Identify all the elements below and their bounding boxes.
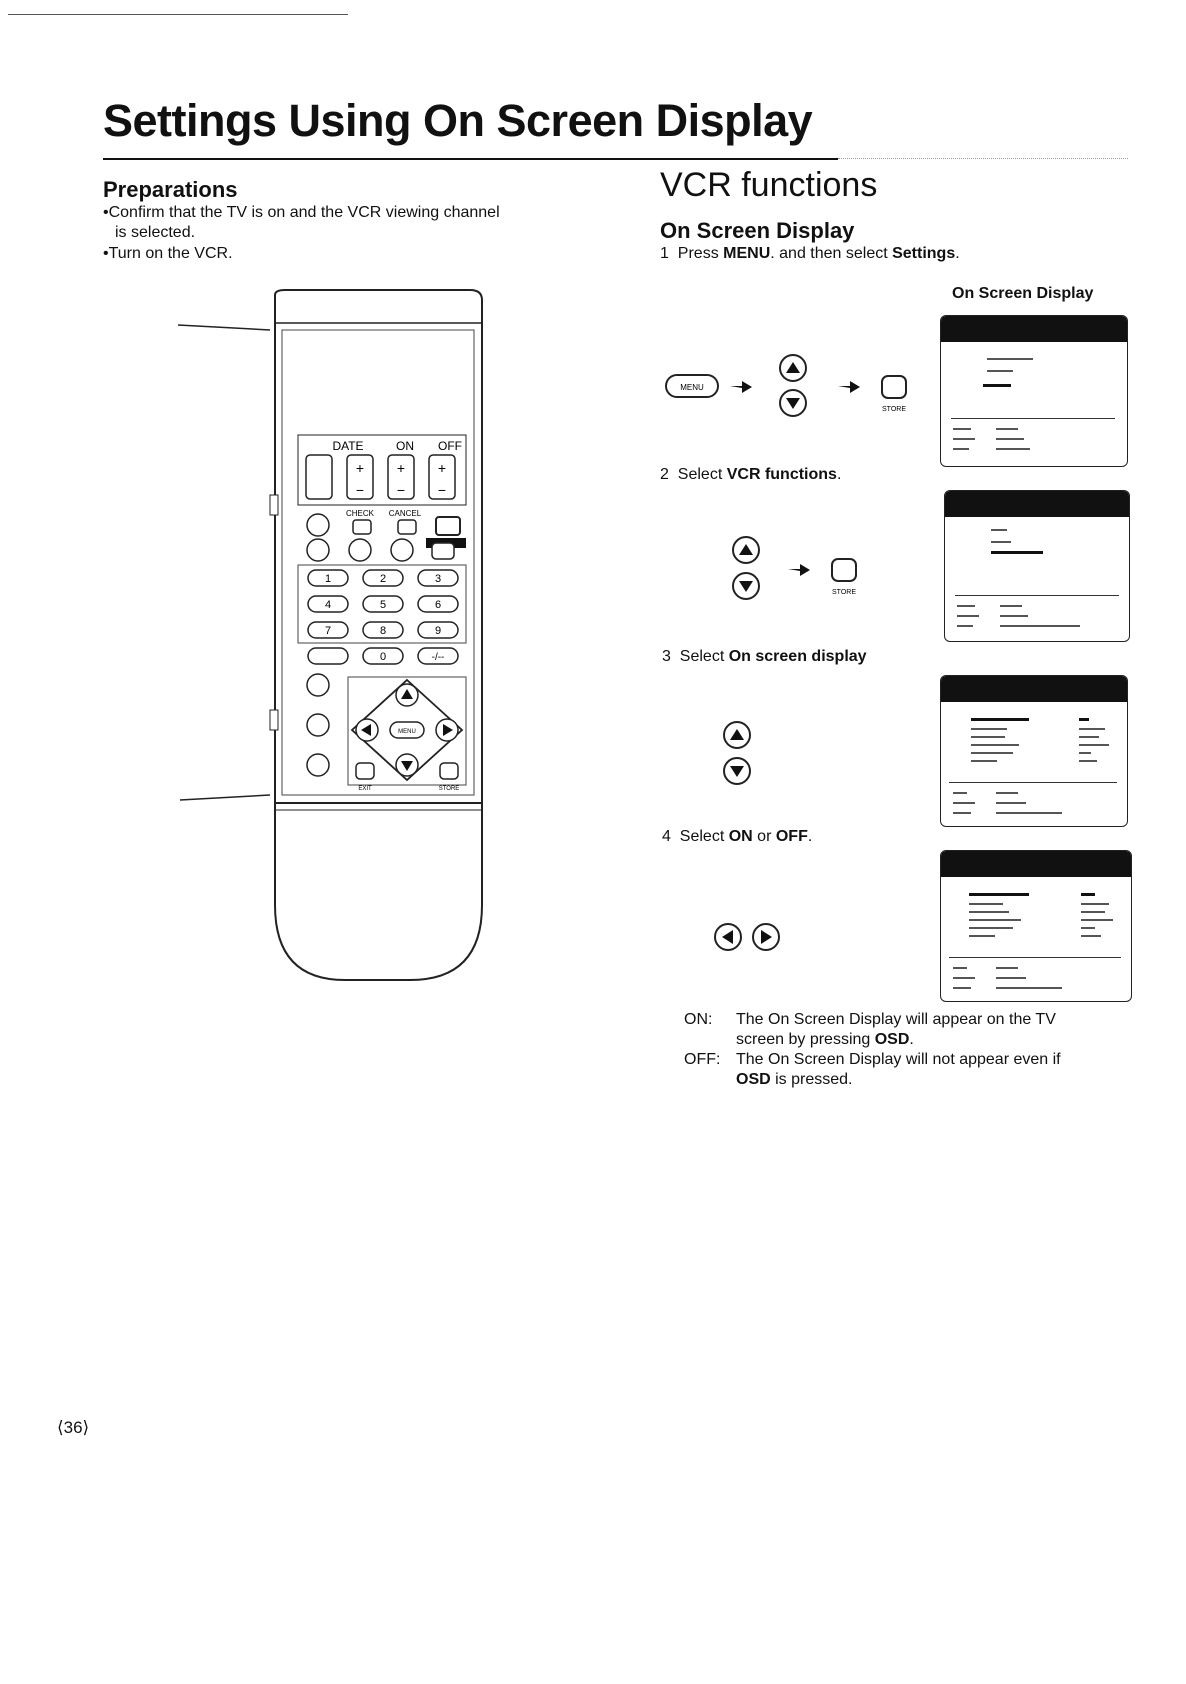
label-cancel: CANCEL — [388, 509, 422, 518]
store-button — [440, 763, 458, 779]
round-button — [307, 714, 329, 736]
svg-text:+: + — [437, 460, 447, 476]
digit-label: 2 — [379, 573, 387, 585]
digit-label: 9 — [434, 625, 442, 637]
menu-label: MENU — [398, 729, 416, 735]
note-term: OFF: — [684, 1051, 721, 1068]
round-button — [307, 754, 329, 776]
title-rule-dotted — [838, 158, 1128, 159]
preparations-heading: Preparations — [103, 177, 238, 202]
tv-screen-2 — [944, 490, 1130, 642]
digit-label: 6 — [434, 599, 442, 611]
digit-label: 0 — [379, 651, 387, 663]
square-button — [432, 543, 454, 559]
step-1-key-sequence — [660, 345, 920, 425]
round-button — [307, 674, 329, 696]
label-date: DATE — [332, 439, 364, 453]
digit-label: 4 — [324, 599, 332, 611]
svg-text:−: − — [437, 482, 447, 498]
digit-label: -/-- — [431, 652, 445, 663]
note-text: OSD is pressed. — [736, 1071, 853, 1088]
store-key — [882, 376, 906, 398]
screen-label: On Screen Display — [952, 285, 1094, 302]
on-screen-display-subheading: On Screen Display — [660, 218, 855, 243]
svg-text:−: − — [396, 482, 406, 498]
tv-screen-3 — [940, 675, 1128, 827]
leader-line — [180, 795, 270, 800]
exit-label: EXIT — [358, 786, 372, 792]
cancel-button — [398, 520, 416, 534]
step-4: 4 Select ON or OFF. — [662, 828, 813, 845]
tv-screen-4 — [940, 850, 1132, 1002]
digit-label: 5 — [379, 599, 387, 611]
page-number: ⟨36⟩ — [57, 1418, 90, 1437]
remote-control-illustration — [170, 285, 500, 985]
step-3-key-sequence — [715, 715, 775, 795]
arrow-icon — [730, 381, 752, 393]
round-button — [307, 514, 329, 536]
note-text: The On Screen Display will appear on the TV — [736, 1011, 1056, 1028]
preparations-item: is selected. — [115, 224, 196, 241]
svg-text:+: + — [396, 460, 406, 476]
store-key-label: STORE — [832, 589, 856, 596]
svg-text:+: + — [355, 460, 365, 476]
label-off: OFF — [438, 439, 462, 453]
vcr-functions-heading: VCR functions — [660, 166, 878, 204]
digit-label: 8 — [379, 625, 387, 637]
store-key — [832, 559, 856, 581]
scan-artifact-rule — [8, 14, 348, 15]
round-button — [391, 539, 413, 561]
step-3: 3 Select On screen display — [662, 648, 867, 665]
note-text: The On Screen Display will not appear even if — [736, 1051, 1061, 1068]
step-4-key-sequence — [710, 918, 790, 958]
svg-text:−: − — [355, 482, 365, 498]
round-button — [307, 539, 329, 561]
menu-key-label: MENU — [680, 383, 704, 392]
preparations-item: •Confirm that the TV is on and the VCR viewing channel — [103, 204, 500, 221]
timer-rec-button — [436, 517, 460, 535]
note-text: screen by pressing OSD. — [736, 1031, 914, 1048]
arrow-icon — [788, 564, 810, 576]
arrow-icon — [838, 381, 860, 393]
label-check: CHECK — [345, 509, 375, 518]
note-term: ON: — [684, 1011, 713, 1028]
store-label: STORE — [438, 786, 460, 792]
preparations-item: •Turn on the VCR. — [103, 245, 233, 262]
digit-label: 7 — [324, 625, 332, 637]
step-2-key-sequence — [720, 530, 880, 610]
leader-line — [178, 325, 270, 330]
digit-label: 3 — [434, 573, 442, 585]
step-1: 1 Press MENU. and then select Settings. — [660, 245, 960, 262]
exit-button — [356, 763, 374, 779]
updown-button — [306, 455, 332, 499]
page-title: Settings Using On Screen Display — [103, 95, 813, 146]
digit-label: 1 — [324, 573, 332, 585]
label-on: ON — [396, 439, 414, 453]
title-rule — [103, 158, 838, 160]
check-button — [353, 520, 371, 534]
step-2: 2 Select VCR functions. — [660, 466, 842, 483]
round-button — [349, 539, 371, 561]
tv-screen-1 — [940, 315, 1128, 467]
store-key-label: STORE — [882, 406, 906, 413]
